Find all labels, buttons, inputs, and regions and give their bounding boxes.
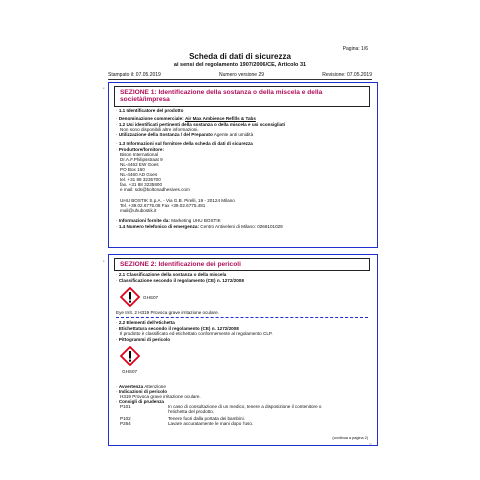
revision-date: Revisione: 07.05.2019	[322, 72, 372, 78]
labelling-reg: · Etichettatura secondo il regolamento (CE) n. 1272/2008	[116, 326, 239, 331]
language-code: IT	[369, 442, 372, 446]
classification-label: · Classificazione secondo il regolamento (CE) n. 1272/2008	[116, 278, 244, 283]
labelling-note: Il prodotto è classificato ed etichettato conformemente al regolamento CLP.	[120, 331, 273, 336]
address-line: fax. +31 88 3235800	[120, 182, 163, 187]
use-line: · Utilizzazione della Sostanza / del Preparato Agente anti umidità	[116, 132, 254, 137]
s1-1-heading: · 1.1 Identificatore del prodotto	[116, 108, 184, 113]
ghs-code: GHS07	[143, 295, 159, 300]
s1-2-heading: · 1.2 Usi identificati pertinenti della sostanza o della miscela e usi sconsigliati	[116, 122, 286, 127]
s2-2-heading: · 2.2 Elementi dell'etichetta	[116, 320, 175, 325]
address-line: tel. +31 88 3235700	[120, 177, 161, 182]
change-marker: *	[103, 86, 105, 91]
section2-heading: SEZIONE 2: Identificazione dei pericoli	[114, 258, 370, 271]
section1-heading: SEZIONE 1: Identificazione della sostanza o della miscela e della società/impresa	[114, 86, 370, 107]
eye-irritation-line: Eye Irrit. 2 H319 Provoca grave irritazione oculare.	[116, 310, 219, 315]
document-title: Scheda di dati di sicurezza	[189, 52, 291, 61]
print-date: Stampato il: 07.05.2019	[108, 72, 161, 78]
signal-word-line: · Avvertenza Attenzione	[116, 384, 166, 389]
ghs-code: GHS07	[122, 369, 138, 374]
uhu-line: mail@uhubostik.it	[120, 208, 157, 213]
s1-3-heading: · 1.3 Informazioni sul fornitore della scheda di dati di sicurezza	[116, 141, 253, 146]
precautionary-label: · Consigli di prudenza	[116, 399, 164, 404]
address-line: NL-4460 AD Goes	[120, 172, 158, 177]
version-number: Numero versione 29	[219, 72, 265, 78]
s1-2-note: Non sono disponibili altre informazioni.	[120, 127, 199, 132]
hazard-statements-label: · Indicazioni di pericolo	[116, 389, 168, 394]
p-text: In caso di consultazione di un medico, tenere a disposizione il contenitore o	[168, 404, 322, 409]
pictograms-label: · Pittogrammi di pericolo	[116, 337, 171, 342]
address-line: Dr.A.F.Philipsstraat 9	[120, 157, 163, 162]
p-text: l'etichetta del prodotto.	[168, 409, 215, 414]
p-code: P101	[120, 404, 131, 409]
section-divider	[116, 317, 368, 318]
uhu-line: UHU BOSTIK S.p.A. - Via G.B. Pirelli, 19 - 20124 Milano	[120, 198, 235, 203]
p-code: P264	[120, 421, 131, 426]
s2-1-heading: · 2.1 Classificazione della sostanza o della miscela	[116, 272, 227, 277]
p-text: Tenere fuori dalla portata dei bambini.	[168, 416, 245, 421]
address-line: PO Box 160	[120, 167, 145, 172]
p-code: P102	[120, 416, 131, 421]
exclamation-mark-icon	[120, 287, 140, 307]
hazard-statement: H319 Provoca grave irritazione oculare.	[120, 394, 201, 399]
uhu-line: Tel. +39.02.6775.08 Fax +39.02.6775.481	[120, 203, 206, 208]
document-subtitle: ai sensi del regolamento 1907/2006/CE, Articolo 31	[173, 62, 307, 68]
continued-note: (continua a pagina 2)	[332, 436, 368, 440]
trade-name: · Denominazione commerciale: Air Max Ambience Refills & Tabs	[116, 116, 256, 121]
exclamation-mark-icon	[120, 346, 140, 366]
page-number: Pagina: 1/6	[342, 46, 368, 52]
change-marker: *	[103, 259, 105, 264]
document-meta	[108, 72, 372, 78]
producer-label: · Produttore/fornitore:	[116, 147, 164, 152]
address-line: NL-4462 EW Goes	[120, 162, 159, 167]
header-rule	[108, 79, 372, 80]
info-line: · Informazioni fornite da: Marketing UHU BOSTIK	[116, 218, 221, 223]
p-text: Lavare accuratamente le mani dopo l'uso.	[168, 421, 254, 426]
emergency-line: · 1.4 Numero telefonico di emergenza: Centro Antiveleni di Milano: 0266101029	[116, 224, 283, 229]
address-line: Bison International	[120, 152, 159, 157]
email-line: e mail: sds@boltonadhesives.com	[120, 187, 190, 192]
